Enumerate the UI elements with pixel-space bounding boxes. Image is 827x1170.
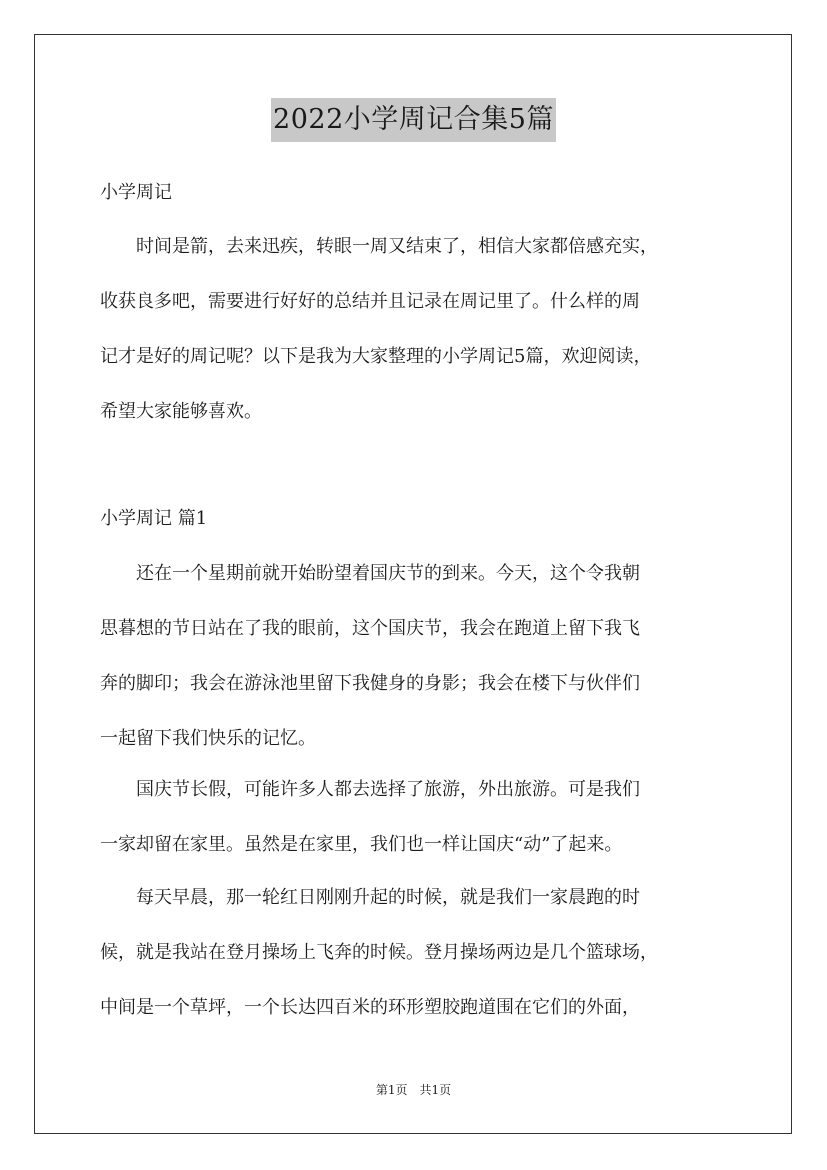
- text-line: 还在一个星期前就开始盼望着国庆节的到来。今天，这个令我朝: [100, 563, 640, 584]
- text-line: 国庆节长假，可能许多人都去选择了旅游，外出旅游。可是我们: [100, 779, 640, 800]
- intro-heading: 小学周记: [100, 182, 172, 203]
- text-line: 奔的脚印；我会在游泳池里留下我健身的身影；我会在楼下与伙伴们: [100, 673, 640, 694]
- text-line: 收获良多吧，需要进行好好的总结并且记录在周记里了。什么样的周: [100, 291, 640, 312]
- text-line: 时间是箭，去来迅疾，转眼一周又结束了，相信大家都倍感充实，: [100, 236, 658, 257]
- article-paragraph-3: [100, 886, 740, 1018]
- text-line: 每天早晨，那一轮红日刚刚升起的时候，就是我们一家晨跑的时: [100, 887, 640, 908]
- text-line: 候，就是我站在登月操场上飞奔的时候。登月操场两边是几个篮球场，: [100, 942, 658, 963]
- text-line: 希望大家能够喜欢。: [100, 401, 262, 422]
- text-line: 一起留下我们快乐的记忆。: [100, 728, 316, 749]
- text-line: 一家却留在家里。虽然是在家里，我们也一样让国庆“动”了起来。: [100, 834, 623, 855]
- document-title: 2022小学周记合集5篇: [271, 98, 556, 142]
- text-line: 中间是一个草坪，一个长达四百米的环形塑胶跑道围在它们的外面，: [100, 997, 640, 1018]
- text-line: 记才是好的周记呢？以下是我为大家整理的小学周记5篇，欢迎阅读，: [100, 346, 652, 367]
- article-paragraph-1: [100, 562, 740, 749]
- article-heading: 小学周记 篇1: [100, 508, 208, 529]
- intro-paragraph: [100, 235, 740, 422]
- article-paragraph-2: [100, 778, 740, 855]
- title-container: [0, 98, 827, 142]
- page-number-footer: 第1页 共1页: [375, 1083, 452, 1097]
- text-line: 思暮想的节日站在了我的眼前，这个国庆节，我会在跑道上留下我飞: [100, 618, 640, 639]
